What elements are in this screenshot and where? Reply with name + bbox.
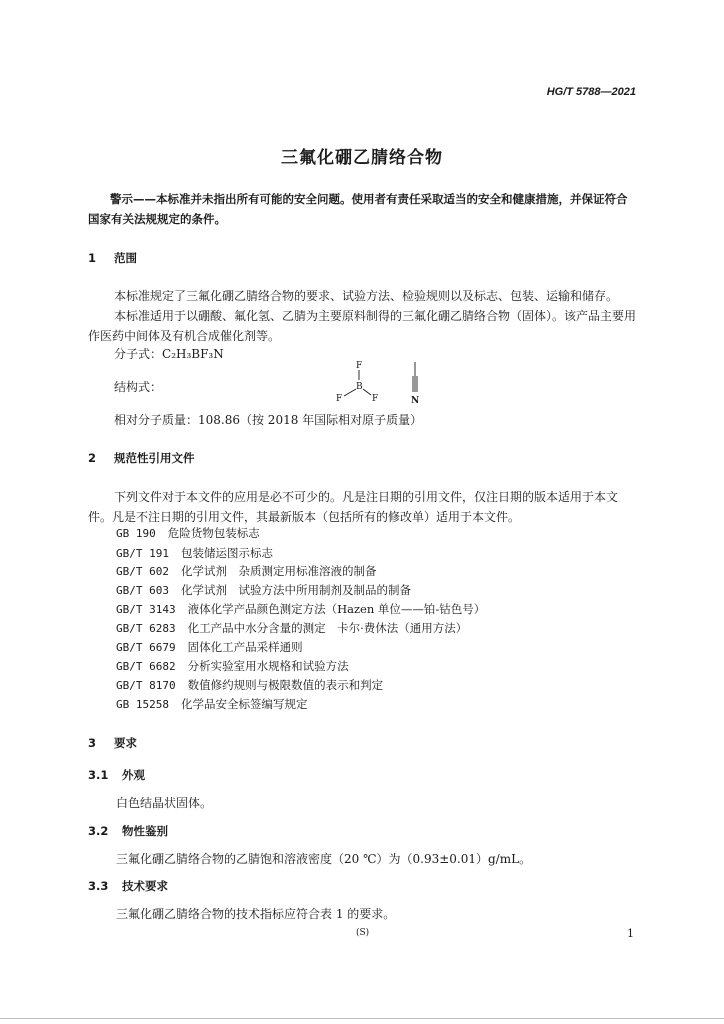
reference-code: GB/T 602	[116, 565, 169, 578]
subsection-number: 3.3	[88, 879, 109, 893]
identification-text: 三氟化硼乙腈络合物的乙腈饱和溶液密度（20 ℃）为（0.93±0.01）g/mL。	[116, 852, 532, 866]
subsection-number: 3.1	[88, 768, 109, 782]
reference-item	[116, 601, 485, 617]
reference-code: GB 190	[116, 527, 156, 540]
appearance-text: 白色结晶状固体。	[116, 796, 213, 810]
section-2-heading	[88, 450, 195, 466]
reference-code: GB/T 191	[116, 547, 169, 560]
molecular-mass: 相对分子质量：108.86（按 2018 年国际相对原子质量）	[114, 413, 423, 427]
reference-title: 液体化学产品颜色测定方法（Hazen 单位——铂-钴色号）	[187, 602, 486, 616]
reference-item	[116, 545, 273, 561]
reference-title: 分析实验室用水规格和试验方法	[187, 659, 349, 673]
standard-number: HG/T 5788—2021	[546, 86, 636, 98]
reference-code: GB/T 603	[116, 584, 169, 597]
reference-title: 化学试剂 试验方法中所用制剂及制品的制备	[180, 583, 411, 597]
document-title: 三氟化硼乙腈络合物	[281, 148, 443, 168]
reference-code: GB/T 6679	[116, 641, 176, 654]
section-number: 3	[88, 736, 97, 750]
reference-item	[116, 620, 467, 636]
subsection-number: 3.2	[88, 824, 109, 838]
reference-title: 化学品安全标签编写规定	[180, 697, 308, 711]
technical-requirements-text: 三氟化硼乙腈络合物的技术指标应符合表 1 的要求。	[116, 907, 396, 921]
page-number: 1	[627, 927, 634, 940]
subsection-title: 外观	[122, 768, 145, 782]
atom-b: B	[356, 382, 363, 392]
section-title: 要求	[114, 736, 137, 750]
subsection-3-1-heading	[88, 767, 145, 783]
reference-title: 危险货物包装标志	[167, 526, 260, 540]
reference-item	[116, 582, 411, 598]
structural-formula	[330, 358, 440, 408]
reference-code: GB/T 8170	[116, 679, 176, 692]
footer-mark: (S)	[356, 928, 370, 938]
references-intro: 下列文件对于本文件的应用是必不可少的。凡是注日期的引用文件，仅注日期的版本适用于本文件。凡是不注日期的引用文件，其最新版本（包括所有的修改单）适用于本文件。	[88, 490, 619, 524]
reference-item	[116, 696, 307, 712]
reference-item	[116, 658, 349, 674]
scope-paragraph-2: 本标准适用于以硼酸、氟化氢、乙腈为主要原料制得的三氟化硼乙腈络合物（固体）。该产品主要用作医药中间体及有机合成催化剂等。	[88, 309, 637, 343]
subsection-title: 物性鉴别	[122, 824, 168, 838]
reference-title: 数值修约规则与极限数值的表示和判定	[187, 678, 384, 692]
section-title: 规范性引用文件	[114, 451, 195, 465]
section-number: 1	[88, 251, 97, 265]
molecular-formula	[114, 344, 224, 364]
reference-title: 固体化工产品采样通则	[187, 640, 303, 654]
section-3-heading	[88, 735, 137, 751]
formula-label: 分子式：	[114, 347, 163, 361]
subsection-3-3-heading	[88, 878, 168, 894]
subsection-3-2-heading	[88, 823, 168, 839]
atom-f-right: F	[372, 394, 379, 404]
scope-paragraph-1: 本标准规定了三氟化硼乙腈络合物的要求、试验方法、检验规则以及标志、包装、运输和储存。	[114, 289, 619, 303]
reference-item	[116, 563, 376, 579]
reference-code: GB/T 6682	[116, 660, 176, 673]
formula-value: C₂H₃BF₃N	[162, 347, 224, 361]
reference-code: GB/T 3143	[116, 603, 176, 616]
reference-item	[116, 639, 303, 655]
page-edge-line	[0, 1018, 724, 1019]
reference-code: GB 15258	[116, 698, 169, 711]
reference-title: 包装储运图示标志	[180, 546, 273, 560]
reference-item	[116, 525, 260, 541]
reference-title: 化学试剂 杂质测定用标准溶液的制备	[180, 564, 377, 578]
reference-item	[116, 677, 383, 693]
reference-code: GB/T 6283	[116, 622, 176, 635]
section-number: 2	[88, 451, 97, 465]
structure-label: 结构式：	[114, 380, 163, 394]
warning-paragraph: 警示——本标准并未指出所有可能的安全问题。使用者有责任采取适当的安全和健康措施，并保证符合国家有关法规规定的条件。	[88, 192, 628, 226]
reference-title: 化工产品中水分含量的测定 卡尔·费休法（通用方法）	[187, 621, 468, 635]
atom-f-top: F	[356, 361, 363, 371]
atom-n: N	[411, 396, 420, 406]
section-1-heading	[88, 250, 137, 266]
atom-f-left: F	[336, 394, 343, 404]
subsection-title: 技术要求	[122, 879, 168, 893]
section-title: 范围	[114, 251, 137, 265]
